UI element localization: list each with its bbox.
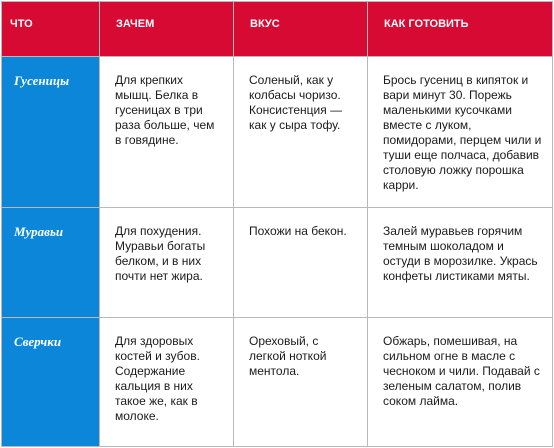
header-why: ЗАЧЕМ	[100, 2, 234, 57]
row-how: Обжарь, помешивая, на сильном огне в масле с чесноком и чили. Подавай с зеленым салатом, полив соком лайма.	[368, 318, 553, 447]
row-name: Гусеницы	[2, 57, 100, 208]
row-how: Залей муравьев горячим темным шоколадом и остуди в морозилке. Укрась конфеты листиками мяты.	[368, 208, 553, 318]
row-name: Муравьи	[2, 208, 100, 318]
table-row	[2, 57, 553, 208]
row-taste: Похожи на бекон.	[234, 208, 368, 318]
header-row	[2, 2, 553, 57]
table-row	[2, 318, 553, 447]
row-how: Брось гусениц в кипяток и вари минут 30. Порежь маленькими кусочками вместе с луком, помидорами, перцем чили и туши еще полчаса, добавив столовую ложку порошка карри.	[368, 57, 553, 208]
header-how: КАК ГОТОВИТЬ	[368, 2, 553, 57]
header-taste: ВКУС	[234, 2, 368, 57]
header-what: ЧТО	[2, 2, 100, 57]
row-why: Для здоровых костей и зубов. Содержание кальция в них такое же, как в молоке.	[100, 318, 234, 447]
row-why: Для крепких мышц. Белка в гусеницах в три раза больше, чем в говядине.	[100, 57, 234, 208]
table-row	[2, 208, 553, 318]
row-why: Для похудения. Муравьи богаты белком, и в них почти нет жира.	[100, 208, 234, 318]
row-taste: Соленый, как у колбасы чоризо. Консистенция — как у сыра тофу.	[234, 57, 368, 208]
row-name: Сверчки	[2, 318, 100, 447]
insect-recipes-table	[1, 1, 553, 447]
row-taste: Ореховый, с легкой ноткой ментола.	[234, 318, 368, 447]
